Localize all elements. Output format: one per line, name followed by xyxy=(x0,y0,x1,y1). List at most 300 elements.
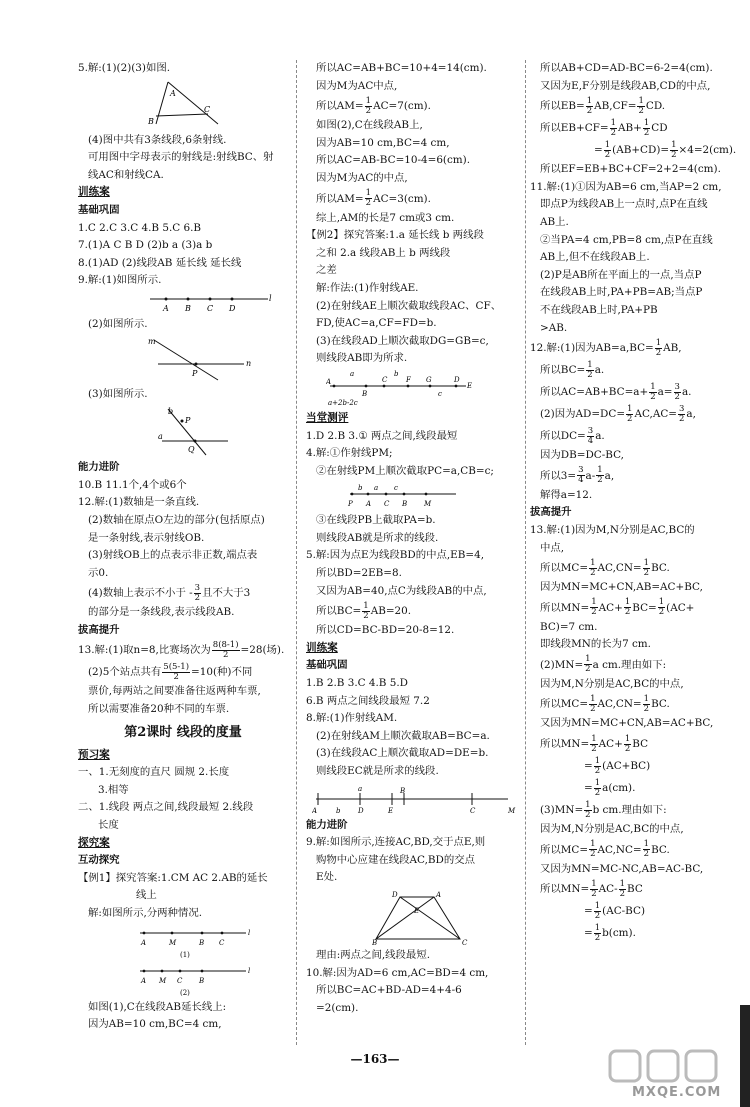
q8-label: B xyxy=(400,786,406,795)
q9-label: C xyxy=(462,938,468,945)
denominator: 2 xyxy=(671,149,677,160)
numerator: 1 xyxy=(643,693,650,704)
text-span: (AC-BC) xyxy=(602,905,645,918)
text-line xyxy=(530,139,742,161)
column-divider-2 xyxy=(525,60,526,1045)
text-line xyxy=(306,188,522,210)
denominator: 2 xyxy=(591,888,597,899)
text-span: = xyxy=(584,782,593,795)
denominator: 2 xyxy=(586,105,593,116)
text-line xyxy=(530,337,742,359)
q9-label: D xyxy=(392,890,398,899)
ex1-label: A xyxy=(141,938,147,947)
text-span: CD. xyxy=(645,100,666,113)
section-heading: 当堂测评 xyxy=(306,411,349,424)
ex1-label: C xyxy=(219,938,225,947)
denominator: 2 xyxy=(679,413,685,424)
denominator: 2 xyxy=(585,809,591,820)
denominator: 2 xyxy=(594,787,601,798)
denominator: 2 xyxy=(650,391,656,402)
q9-label: A xyxy=(436,890,442,899)
fig9-label: a xyxy=(158,432,163,442)
fraction xyxy=(362,602,369,621)
text-line: 因为AB=10 cm,BC=4 cm, xyxy=(88,1018,222,1031)
text-line: 线上 xyxy=(136,889,157,902)
denominator: 2 xyxy=(587,369,593,380)
numerator: 1 xyxy=(610,117,616,128)
text-span: a. xyxy=(595,430,605,443)
text-line: 9.解:(1)如图所示. xyxy=(78,274,162,287)
text-line: 的部分是一条线段,表示线段AB. xyxy=(88,606,235,619)
numerator: 1 xyxy=(590,557,596,568)
fraction xyxy=(643,559,650,578)
section-subheading: 拔高提升 xyxy=(78,623,120,636)
numerator: 1 xyxy=(585,654,591,665)
numerator: 1 xyxy=(643,839,650,850)
numerator: 1 xyxy=(591,878,597,889)
text-span: AB, xyxy=(663,342,682,355)
ex1-label: B xyxy=(199,938,205,947)
numerator: 5(5-1) xyxy=(163,661,190,672)
text-line: 因为M为AC中点, xyxy=(316,79,398,92)
text-line xyxy=(530,359,742,381)
text-span: 所以BC= xyxy=(540,364,586,377)
denominator: 2 xyxy=(624,607,631,618)
denominator: 2 xyxy=(638,105,644,116)
text-span: 12.解:(1)因为AB=a,BC= xyxy=(530,342,654,355)
column-1 xyxy=(78,60,288,1034)
text-line xyxy=(78,582,288,604)
text-line xyxy=(530,465,742,487)
denominator: 2 xyxy=(594,765,601,776)
denominator: 4 xyxy=(587,435,594,446)
text-line: 是一条射线,表示射线OB. xyxy=(88,531,205,544)
ex1-label: l xyxy=(248,928,251,937)
text-line: AB上. xyxy=(540,215,569,228)
q8-label: b xyxy=(336,806,341,815)
text-line: (3)在线段AC上顺次截取AD=DE=b. xyxy=(316,747,489,760)
text-span: 所以AC=AB+BC=a+ xyxy=(540,386,649,399)
text-line: 13.解:(1)因为M,N分别是AC,BC的 xyxy=(530,523,695,536)
fraction xyxy=(643,119,650,138)
fig9-label: D xyxy=(229,303,236,313)
column-divider-1 xyxy=(296,60,297,1045)
text-line: E处. xyxy=(316,871,338,884)
text-span: 所以MN= xyxy=(540,883,590,896)
text-span: 所以DC= xyxy=(540,430,586,443)
section-subheading: 能力进阶 xyxy=(306,818,348,831)
page-number: —163— xyxy=(350,1052,400,1066)
fig9-label: P xyxy=(192,368,198,378)
fraction xyxy=(610,119,617,138)
text-line: 5.解:(1)(2)(3)如图. xyxy=(78,62,171,74)
text-span: 所以3= xyxy=(540,469,577,482)
numerator: 3 xyxy=(679,403,685,414)
fraction xyxy=(589,840,596,859)
text-span: AC=7(cm). xyxy=(373,100,431,113)
fig9-label: C xyxy=(207,303,214,313)
denominator: 2 xyxy=(597,475,603,486)
text-line xyxy=(530,381,742,403)
text-line: 之差 xyxy=(316,264,337,277)
text-line: 不在线段AB上时,PA+PB xyxy=(540,303,658,316)
ex2-label: G xyxy=(426,375,432,384)
denominator: 2 xyxy=(365,198,372,209)
denominator: 2 xyxy=(591,743,597,754)
text-span: a(cm). xyxy=(602,782,636,795)
text-line: =2(cm). xyxy=(316,1001,359,1014)
fraction xyxy=(586,97,593,116)
numerator: 1 xyxy=(619,878,626,889)
text-line: 1.B 2.B 3.C 4.B 5.D xyxy=(306,677,408,690)
fraction xyxy=(594,779,601,798)
text-span: CD xyxy=(651,122,668,135)
text-line: 线AC和射线CA. xyxy=(88,168,164,181)
numerator: 1 xyxy=(591,733,597,744)
text-line: 因为M,N分别是AC,BC的中点, xyxy=(540,823,684,836)
section-subheading: 拔高提升 xyxy=(530,506,572,519)
text-line: 3.相等 xyxy=(98,783,129,796)
fraction xyxy=(649,383,656,402)
figure-example1 xyxy=(136,925,256,997)
fraction xyxy=(643,840,650,859)
text-span: AB+ xyxy=(618,122,642,135)
fraction xyxy=(594,757,601,776)
text-line: 票价,每两站之间要准备往返两种车票, xyxy=(88,685,261,698)
q8-label: M xyxy=(508,806,516,815)
q8-label: D xyxy=(358,806,364,815)
text-line: 所以BC=AC+BD-AD=4+4-6 xyxy=(316,984,462,997)
fraction xyxy=(587,427,594,446)
text-line: (2)数轴在原点O左边的部分(包括原点) xyxy=(88,513,265,526)
text-span: 所以AM= xyxy=(316,192,364,205)
text-line: 二、1.线段 两点之间,线段最短 2.线段 xyxy=(78,801,254,814)
test4-label: M xyxy=(424,500,432,509)
fraction xyxy=(590,598,597,617)
q8-label: A xyxy=(312,806,318,815)
text-line: (2)在射线AM上顺次截取AB=BC=a. xyxy=(316,729,490,742)
text-line: 【例2】探究答案:1.a 延长线 b 两线段 xyxy=(306,229,484,242)
ex2-label: D xyxy=(454,375,460,384)
lesson-title: 第2课时 线段的度量 xyxy=(124,724,242,740)
text-line: (2)如图所示. xyxy=(88,317,148,330)
page-edge-tab xyxy=(740,1005,750,1107)
numerator: 1 xyxy=(586,95,593,106)
text-line: 8.(1)AD (2)线段AB 延长线 延长线 xyxy=(78,256,242,269)
text-span: 所以EB+CF= xyxy=(540,122,609,135)
ex2-label: C xyxy=(382,375,388,384)
fig9-label: B xyxy=(185,303,191,313)
section-subheading: 能力进阶 xyxy=(78,461,120,474)
text-span: = xyxy=(594,144,603,157)
text-line: 因为DB=DC-BC, xyxy=(540,449,624,462)
denominator: 2 xyxy=(194,592,201,603)
text-span: 所以MN= xyxy=(540,601,590,614)
numerator: 1 xyxy=(587,359,593,370)
figure-q9-3 xyxy=(158,405,278,457)
text-line: BC)=7 cm. xyxy=(540,620,598,633)
figure-q9-1 xyxy=(144,292,274,314)
denominator: 2 xyxy=(365,105,372,116)
numerator: 1 xyxy=(363,600,369,611)
text-span: (2)MN= xyxy=(540,658,584,671)
denominator: 4 xyxy=(578,475,584,486)
numerator: 1 xyxy=(643,557,650,568)
fraction xyxy=(604,141,611,160)
fraction xyxy=(584,655,591,674)
text-line: 5.解:因为点E为线段BD的中点,EB=4, xyxy=(306,549,485,562)
denominator: 2 xyxy=(590,849,596,860)
denominator: 2 xyxy=(624,743,631,754)
numerator: 1 xyxy=(671,139,677,150)
text-line: 所以AB+CD=AD-BC=6-2=4(cm). xyxy=(540,62,713,74)
text-span: AC,NC= xyxy=(597,843,642,856)
text-line xyxy=(530,878,742,900)
text-line: 则线段AB即为所求. xyxy=(316,352,408,365)
text-span: 所以EB= xyxy=(540,100,585,113)
text-span: ×4=2(cm). xyxy=(678,144,737,157)
denominator: 2 xyxy=(591,607,597,618)
text-line xyxy=(78,661,288,683)
text-span: a, xyxy=(686,408,696,421)
fraction xyxy=(674,383,681,402)
ex1-label: A xyxy=(141,976,147,985)
denominator: 2 xyxy=(643,567,650,578)
numerator: 1 xyxy=(365,95,372,106)
text-line: 10.解:因为AD=6 cm,AC=BD=4 cm, xyxy=(306,966,489,979)
text-line: AB上,但不在线段AB上. xyxy=(540,251,650,264)
figure-q9 xyxy=(372,889,482,945)
text-line xyxy=(530,95,742,117)
numerator: 8(8-1) xyxy=(212,639,239,650)
text-span: 所以MC= xyxy=(540,562,589,575)
text-line: 9.解:如图所示,连接AC,BD,交于点E,则 xyxy=(306,836,486,849)
text-span: a. xyxy=(594,364,605,377)
text-span: (AC+BC) xyxy=(602,760,651,773)
text-line: 4.解:①作射线PM; xyxy=(306,447,393,460)
fraction xyxy=(678,405,685,424)
text-line: 又因为MN=MC-NC,AB=AC-BC, xyxy=(540,862,704,875)
text-line: 长度 xyxy=(98,819,119,832)
text-span: (2)因为AD=DC= xyxy=(540,408,626,421)
text-span: (3)MN= xyxy=(540,804,584,817)
numerator: 1 xyxy=(591,597,597,608)
text-span: =10(种)不同 xyxy=(191,666,253,679)
column-2 xyxy=(306,60,522,1017)
ex2-label: B xyxy=(362,389,368,398)
text-line: 7.(1)A C B D (2)b a (3)a b xyxy=(78,239,213,252)
ex2-label: A xyxy=(326,377,332,386)
fraction xyxy=(626,405,633,424)
fraction xyxy=(194,584,201,603)
ex2-label: b xyxy=(394,369,399,378)
text-line: (2)在射线AE上顺次截取线段AC、CF、 xyxy=(316,299,502,312)
text-line xyxy=(306,600,522,622)
figure-q9-2 xyxy=(148,336,268,384)
denominator: 2 xyxy=(619,888,626,899)
numerator: 1 xyxy=(594,777,601,788)
denominator: 2 xyxy=(604,149,611,160)
text-span: BC xyxy=(632,738,649,751)
text-line xyxy=(530,839,742,861)
test4-label: A xyxy=(366,500,372,509)
text-line: 综上,AM的长是7 cm或3 cm. xyxy=(316,211,455,224)
section-heading: 训练案 xyxy=(306,641,338,654)
fig5-label: B xyxy=(148,116,154,126)
text-line: 6.B 两点之间线段最短 7.2 xyxy=(306,694,430,707)
text-span: BC. xyxy=(651,698,670,711)
text-line: 理由:两点之间,线段最短. xyxy=(316,948,431,961)
test4-label: C xyxy=(384,500,390,509)
denominator: 2 xyxy=(590,567,596,578)
fig5-label: C xyxy=(204,104,211,114)
numerator: 1 xyxy=(655,337,662,348)
text-span: a= xyxy=(657,386,673,399)
text-line: ③在线段PB上截取PA=b. xyxy=(316,514,436,527)
fraction xyxy=(655,339,662,358)
denominator: 2 xyxy=(643,703,650,714)
ex1-label: M xyxy=(169,938,177,947)
text-line: 即线段MN的长为7 cm. xyxy=(540,638,651,651)
text-line xyxy=(530,799,742,821)
text-line xyxy=(530,900,742,922)
text-span: AC,CN= xyxy=(597,562,642,575)
text-line: (2)P是AB所在平面上的一点,当点P xyxy=(540,268,702,281)
fig9-label: n xyxy=(246,358,252,368)
q9-label: B xyxy=(372,938,378,945)
text-line: 中点, xyxy=(540,541,565,554)
text-span: BC xyxy=(627,883,643,896)
text-line: 又因为AB=40,点C为线段AB的中点, xyxy=(316,584,487,597)
text-span: BC= xyxy=(632,601,657,614)
text-line xyxy=(530,693,742,715)
text-line xyxy=(530,403,742,425)
fraction xyxy=(212,641,240,660)
q9-label: E xyxy=(414,906,420,915)
test4-label: c xyxy=(394,484,398,493)
numerator: 1 xyxy=(594,922,601,933)
text-line xyxy=(530,597,742,619)
text-line: 8.解:(1)作射线AM. xyxy=(306,712,398,725)
numerator: 1 xyxy=(604,139,611,150)
text-line: 之和 2.a 线段AB上 b 两线段 xyxy=(316,246,451,259)
test4-label: b xyxy=(358,484,363,493)
section-heading: 探究案 xyxy=(78,836,110,849)
text-line: 一、1.无刻度的直尺 圆规 2.长度 xyxy=(78,766,230,779)
text-span: a, xyxy=(604,469,615,482)
text-span: a cm.理由如下: xyxy=(592,658,667,671)
column-3 xyxy=(530,60,742,944)
text-line: 即点P为线段AB上一点时,点P在直线 xyxy=(540,198,708,211)
text-line: 如图(2),C在线段AB上, xyxy=(316,119,423,132)
text-span: b(cm). xyxy=(602,927,636,940)
text-line: 12.解:(1)数轴是一条直线. xyxy=(78,496,200,509)
text-span: 且不大于3 xyxy=(202,587,251,600)
test4-label: P xyxy=(348,500,353,509)
text-line xyxy=(530,557,742,579)
text-line xyxy=(530,425,742,447)
text-line: ②在射线PM上顺次截取PC=a,CB=c; xyxy=(316,464,494,477)
denominator: 2 xyxy=(643,849,650,860)
text-span: 所以MN= xyxy=(540,738,590,751)
text-span: (AB+CD)= xyxy=(612,144,670,157)
fig5-label: A xyxy=(170,88,176,98)
text-span: 所以MC= xyxy=(540,843,589,856)
fig9-label: b xyxy=(168,407,174,417)
test4-label: a xyxy=(374,484,379,493)
text-span: 所以AM= xyxy=(316,100,364,113)
fraction xyxy=(365,97,372,116)
fraction xyxy=(162,663,190,682)
text-line: (3)射线OB上的点表示非正数,端点表 xyxy=(88,549,258,562)
text-line: 11.解:(1)①因为AB=6 cm,当AP=2 cm, xyxy=(530,180,722,193)
ex2-label: a+2b-2c xyxy=(328,398,358,407)
text-line: 10.B 11.1个,4个或6个 xyxy=(78,478,187,491)
text-span: BC. xyxy=(651,843,670,856)
text-line: 解得a=12. xyxy=(540,488,593,501)
denominator: 2 xyxy=(594,932,601,943)
section-subheading: 互动探究 xyxy=(78,854,120,867)
numerator: 1 xyxy=(585,799,591,810)
text-span: b cm.理由如下: xyxy=(592,804,667,817)
fraction xyxy=(365,189,372,208)
text-line: 因为M,N分别是AC,BC的中点, xyxy=(540,677,684,690)
ex2-label: E xyxy=(467,381,473,390)
fraction xyxy=(590,880,597,899)
fraction xyxy=(596,466,603,485)
denominator: 2 xyxy=(594,910,601,921)
fig9-label: Q xyxy=(188,445,195,455)
ex1-label: (2) xyxy=(180,988,190,997)
fraction xyxy=(594,902,601,921)
text-span: 所以BC= xyxy=(316,605,362,618)
text-line xyxy=(530,755,742,777)
numerator: 1 xyxy=(590,839,596,850)
numerator: 1 xyxy=(594,755,601,766)
section-subheading: 基础巩固 xyxy=(78,203,120,216)
text-line xyxy=(530,922,742,944)
numerator: 1 xyxy=(624,597,631,608)
text-span: = xyxy=(584,760,593,773)
text-span: AC- xyxy=(598,883,618,896)
text-line: 所以需要准备20种不同的车票. xyxy=(88,703,230,716)
ex2-label: c xyxy=(438,389,442,398)
text-line: 所以CD=BC-BD=20-8=12. xyxy=(316,624,455,637)
text-line: ②当PA=4 cm,PB=8 cm,点P在直线 xyxy=(540,233,713,246)
text-span: =28(场). xyxy=(240,644,285,657)
text-span: (2)5个站点共有 xyxy=(88,666,162,679)
text-line: 解:作法:(1)作射线AE. xyxy=(316,281,419,294)
numerator: 1 xyxy=(638,95,644,106)
text-line: 因为MN=MC+CN,AB=AC+BC, xyxy=(540,581,703,594)
text-line: 又因为MN=MC+CN,AB=AC+BC, xyxy=(540,717,714,730)
ex1-label: l xyxy=(248,966,251,975)
fraction xyxy=(658,598,665,617)
numerator: 1 xyxy=(658,597,665,608)
text-span: = xyxy=(584,905,593,918)
text-line xyxy=(306,95,522,117)
text-line xyxy=(530,117,742,139)
watermark-text: MXQE.COM xyxy=(632,1085,722,1100)
text-line: 因为M为AC的中点, xyxy=(316,171,408,184)
ex2-label: F xyxy=(406,375,411,384)
fraction xyxy=(584,801,591,820)
denominator: 2 xyxy=(674,391,680,402)
numerator: 1 xyxy=(643,117,650,128)
text-span: (4)数轴上表示不小于 - xyxy=(88,587,193,600)
text-line: 【例1】探究答案:1.CM AC 2.AB的延长 xyxy=(78,871,268,884)
fraction xyxy=(589,559,596,578)
